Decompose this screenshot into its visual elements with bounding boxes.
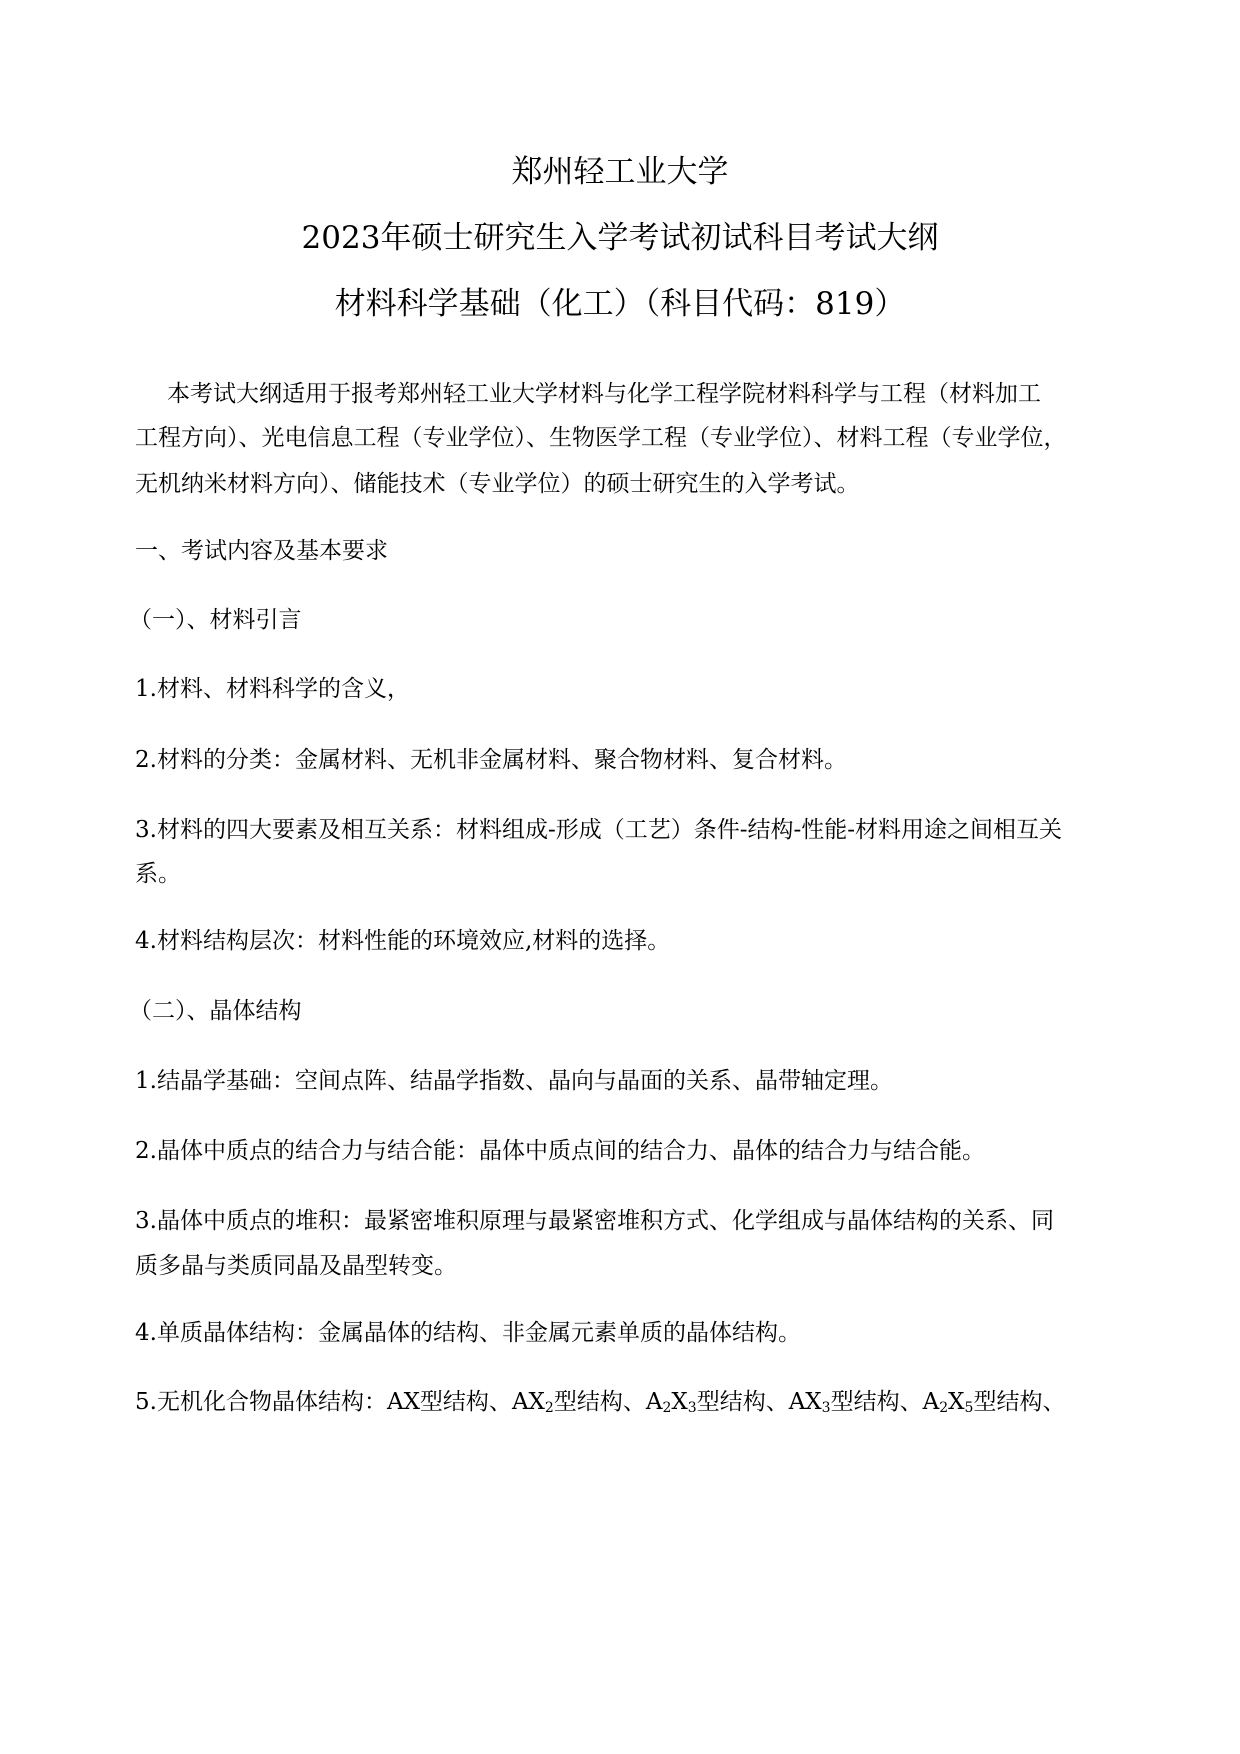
part-heading-crystal-structure: （二）、晶体结构: [129, 998, 302, 1024]
list-item-continuation: 系。: [135, 861, 181, 887]
formula-item-prefix: 5.无机化合物晶体结构：: [135, 1389, 387, 1415]
list-item: 3.晶体中质点的堆积：最紧密堆积原理与最紧密堆积方式、化学组成与晶体结构的关系、同: [135, 1208, 1054, 1234]
formula-ax3: $AX_3$型结构、: [788, 1389, 923, 1416]
intro-line-2: 工程方向）、光电信息工程（专业学位）、生物医学工程（专业学位）、材料工程（专业学位，: [135, 425, 1067, 451]
exam-title: 2023年硕士研究生入学考试初试科目考试大纲: [301, 220, 939, 256]
intro-line-3: 无机纳米材料方向）、储能技术（专业学位）的硕士研究生的入学考试。: [135, 471, 860, 497]
list-item-formulas: [135, 1378, 1115, 1426]
formula-a2x5: $A_2X_5$型结构、: [922, 1389, 1066, 1416]
list-item: 3.材料的四大要素及相互关系：材料组成-形成（工艺）条件-结构-性能-材料用途之间相互关: [135, 817, 1063, 843]
section-heading: 一、考试内容及基本要求: [135, 538, 388, 564]
school-name: 郑州轻工业大学: [511, 154, 729, 190]
list-item: 4.材料结构层次：材料性能的环境效应,材料的选择。: [135, 928, 671, 954]
formula-a2x3: $A_2X_3$型结构、: [645, 1389, 789, 1416]
list-item: 1.材料、材料科学的含义，: [135, 676, 410, 702]
list-item: 1.结晶学基础：空间点阵、结晶学指数、晶向与晶面的关系、晶带轴定理。: [135, 1068, 893, 1094]
subject-title: 材料科学基础（化工）（科目代码：819）: [334, 286, 906, 322]
list-item: 2.材料的分类：金属材料、无机非金属材料、聚合物材料、复合材料。: [135, 747, 847, 773]
intro-line-1: 本考试大纲适用于报考郑州轻工业大学材料与化学工程学院材料科学与工程（材料加工: [167, 381, 1041, 407]
part-heading-materials-intro: （一）、材料引言: [129, 607, 302, 633]
formula-ax2: $AX_2$型结构、: [511, 1389, 646, 1416]
formula-ax: AX型结构、: [386, 1389, 512, 1415]
list-item: 2.晶体中质点的结合力与结合能：晶体中质点间的结合力、晶体的结合力与结合能。: [135, 1138, 985, 1164]
list-item: 4.单质晶体结构：金属晶体的结构、非金属元素单质的晶体结构。: [135, 1320, 801, 1346]
list-item-continuation: 质多晶与类质同晶及晶型转变。: [135, 1253, 457, 1279]
